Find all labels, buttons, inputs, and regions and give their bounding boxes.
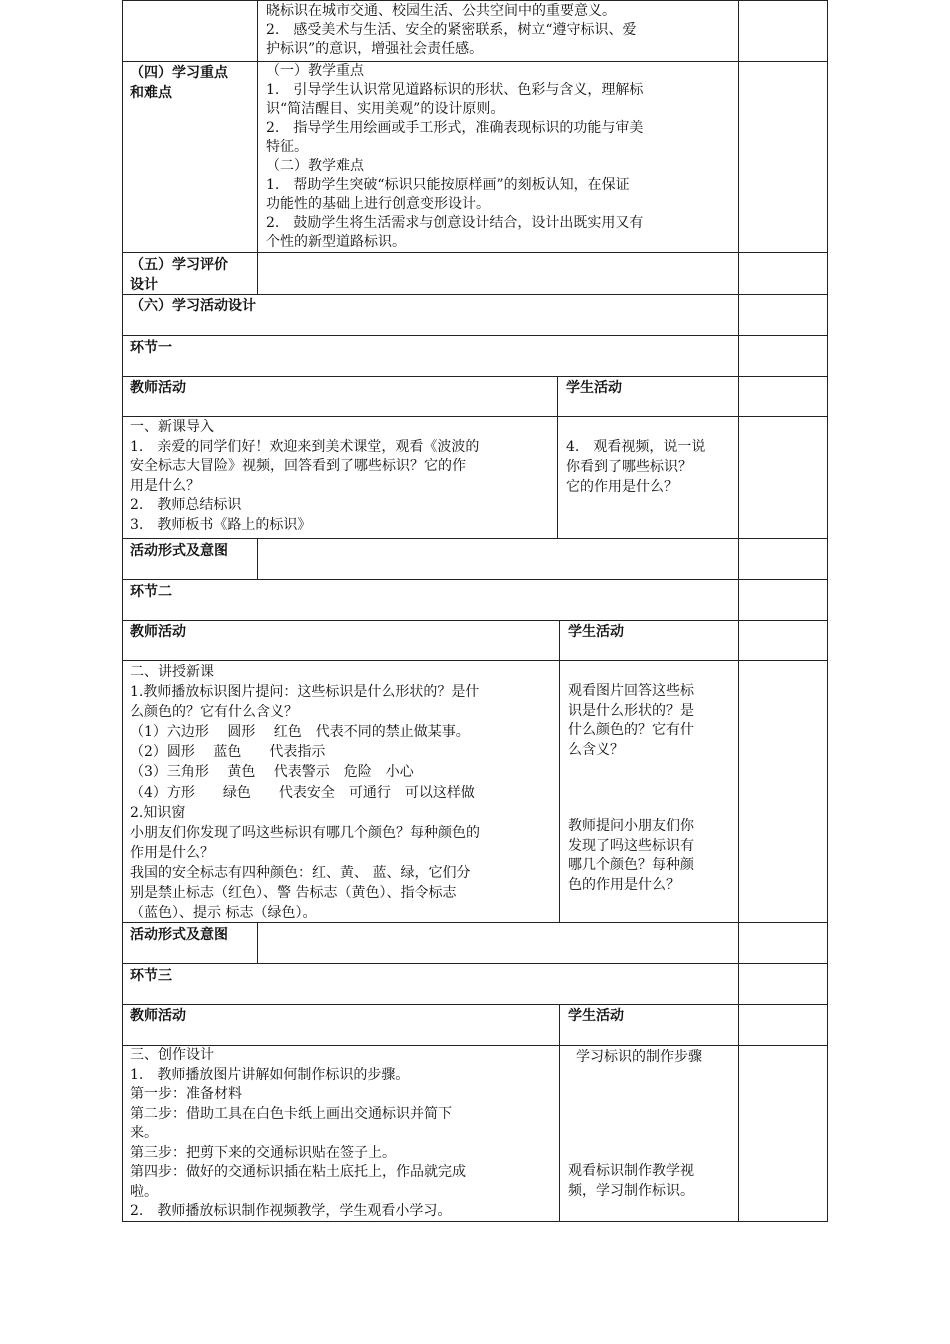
teacher-line: 小朋友们你发现了吗这些标识有哪几个颜色？每种颜色的 bbox=[130, 824, 480, 841]
teacher-line: 啦。 bbox=[130, 1183, 158, 1200]
student-line: 色的作用是什么？ bbox=[568, 876, 680, 893]
table-extra-column-line bbox=[738, 0, 739, 1222]
focus-content-cell bbox=[266, 62, 732, 252]
objective-line: 晓标识在城市交通、校园生活、公共空间中的重要意义。 bbox=[266, 3, 616, 19]
student-line: 观看标识制作教学视 bbox=[568, 1163, 694, 1179]
focus-line: 1. 引导学生认识常见道路标识的形状、色彩与含义，理解标 bbox=[266, 82, 644, 98]
row-line bbox=[122, 416, 828, 417]
teacher-activity-header: 教师活动 bbox=[130, 624, 186, 640]
teacher-line: 么颜色的？它有什么含义？ bbox=[130, 704, 298, 721]
teacher-line: （4）方形 绿色 代表安全 可通行 可以这样做 bbox=[130, 784, 475, 801]
row-line bbox=[122, 1004, 828, 1005]
teacher-line: 第三步：把剪下来的交通标识贴在签子上。 bbox=[130, 1144, 396, 1161]
student-line: 它的作用是什么？ bbox=[566, 479, 678, 495]
row-line bbox=[122, 963, 828, 964]
objective-line: 2. 感受美术与生活、安全的紧密联系，树立“遵守标识、爱 bbox=[266, 22, 637, 38]
teacher-line: （2）圆形 蓝色 代表指示 bbox=[130, 744, 326, 761]
label-column-line bbox=[257, 0, 258, 294]
student-activity-header: 学生活动 bbox=[566, 380, 622, 396]
teacher-line: 第二步：借助工具在白色卡纸上画出交通标识并简下 bbox=[130, 1105, 452, 1122]
teacher-line: 1. 教师播放图片讲解如何制作标识的步骤。 bbox=[130, 1066, 410, 1083]
section-three-student-cell-a: 学习标识的制作步骤 bbox=[576, 1049, 702, 1065]
focus-line: 2. 鼓励学生将生活需求与创意设计结合，设计出既实用又有 bbox=[266, 215, 644, 231]
student-line: 哪几个颜色？每种颜 bbox=[568, 857, 694, 873]
row-line bbox=[122, 376, 828, 377]
teacher-line: 三、创作设计 bbox=[130, 1047, 214, 1063]
table-right-border bbox=[827, 0, 828, 1222]
teacher-line: 用是什么？ bbox=[130, 477, 200, 494]
focus-line: （二）教学难点 bbox=[266, 158, 364, 174]
student-line: 识是什么形状的？是 bbox=[568, 702, 694, 719]
focus-label: （四）学习重点 和难点 bbox=[130, 65, 228, 101]
teacher-line: （3）三角形 黄色 代表警示 危险 小心 bbox=[130, 764, 414, 781]
teacher-line: （1）六边形 圆形 红色 代表不同的禁止做某事。 bbox=[130, 724, 470, 741]
teacher-line: 2. 教师播放标识制作视频教学，学生观看小学习。 bbox=[130, 1203, 452, 1219]
teacher-line: 2. 教师总结标识 bbox=[130, 497, 242, 513]
section-two-student-cell-b bbox=[568, 817, 736, 895]
student-line: 么含义？ bbox=[568, 741, 624, 758]
teacher-line: 3. 教师板书《路上的标识》 bbox=[130, 516, 312, 533]
focus-line: 功能性的基础上进行创意变形设计。 bbox=[266, 196, 490, 212]
focus-line: 2. 指导学生用绘画或手工形式，准确表现标识的功能与审美 bbox=[266, 120, 644, 136]
student-activity-header: 学生活动 bbox=[568, 624, 624, 640]
teacher-line: 2.知识窗 bbox=[130, 804, 186, 821]
section-three-student-cell-b bbox=[568, 1162, 736, 1201]
row-line bbox=[122, 335, 828, 336]
teacher-line: 1.教师播放标识图片提问：这些标识是什么形状的？是什 bbox=[130, 684, 480, 701]
section-two-student-cell-a bbox=[568, 682, 736, 760]
focus-line: 识“简洁醒目、实用美观”的设计原则。 bbox=[266, 101, 505, 117]
teacher-line: 第四步：做好的交通标识插在粘土底托上，作品就完成 bbox=[130, 1164, 466, 1180]
student-column-line bbox=[559, 620, 560, 922]
section-two-teacher-cell bbox=[130, 662, 552, 923]
objectives-continued-cell bbox=[266, 2, 732, 59]
section-one-title: 环节一 bbox=[130, 340, 172, 356]
student-line: 你看到了哪些标识？ bbox=[566, 459, 692, 475]
student-line: 4. 观看视频，说一说 bbox=[566, 439, 706, 455]
section-one-student-cell bbox=[566, 437, 736, 497]
student-line: 观看图片回答这些标 bbox=[568, 683, 694, 699]
teacher-line: 二、讲授新课 bbox=[130, 664, 214, 680]
section-two-title: 环节二 bbox=[130, 584, 172, 600]
activity-form-label: 活动形式及意图 bbox=[130, 543, 228, 559]
focus-line: （一）教学重点 bbox=[266, 63, 364, 79]
row-line bbox=[122, 579, 828, 580]
activity-design-label: （六）学习活动设计 bbox=[130, 298, 256, 314]
row-line bbox=[122, 620, 828, 621]
student-column-line bbox=[559, 1004, 560, 1222]
teacher-line: 作用是什么？ bbox=[130, 844, 214, 861]
evaluation-label: （五）学习评价 设计 bbox=[130, 257, 228, 293]
teacher-line: 安全标志大冒险》视频，回答看到了哪些标识？它的作 bbox=[130, 458, 466, 474]
section-three-title: 环节三 bbox=[130, 968, 172, 984]
teacher-activity-header: 教师活动 bbox=[130, 1008, 186, 1024]
student-activity-header: 学生活动 bbox=[568, 1008, 624, 1024]
teacher-line: 1. 亲爱的同学们好！欢迎来到美术课堂，观看《波波的 bbox=[130, 438, 480, 455]
teacher-line: （蓝色）、提示 标志（绿色）。 bbox=[130, 905, 317, 922]
activity-form-label: 活动形式及意图 bbox=[130, 927, 228, 943]
row-line bbox=[122, 252, 828, 253]
teacher-line: 我国的安全标志有四种颜色：红、黄、 蓝、绿，它们分 bbox=[130, 864, 471, 881]
section-three-teacher-cell bbox=[130, 1046, 552, 1222]
student-column-line bbox=[557, 376, 558, 538]
teacher-line: 第一步：准备材料 bbox=[130, 1086, 242, 1102]
row-line bbox=[122, 660, 828, 661]
teacher-line: 别是禁止标志（红色）、警 告标志（黄色）、指令标志 bbox=[130, 885, 457, 902]
focus-line: 特征。 bbox=[266, 139, 308, 155]
label-column-line bbox=[257, 922, 258, 963]
student-line: 发现了吗这些标识有 bbox=[568, 837, 694, 854]
objective-line: 护标识”的意识，增强社会责任感。 bbox=[266, 41, 484, 57]
table-left-border bbox=[122, 0, 123, 1222]
label-column-line bbox=[257, 538, 258, 579]
focus-line: 个性的新型道路标识。 bbox=[266, 234, 406, 250]
row-line bbox=[122, 538, 828, 539]
teacher-line: 来。 bbox=[130, 1125, 158, 1141]
student-line: 频，学习制作标识。 bbox=[568, 1182, 694, 1199]
section-one-teacher-cell bbox=[130, 418, 550, 535]
row-line bbox=[122, 0, 828, 1]
focus-line: 1. 帮助学生突破“标识只能按原样画”的刻板认知，在保证 bbox=[266, 177, 630, 193]
student-line: 教师提问小朋友们你 bbox=[568, 818, 694, 834]
student-line: 什么颜色的？它有什 bbox=[568, 722, 694, 738]
teacher-line: 一、新课导入 bbox=[130, 419, 214, 435]
teacher-activity-header: 教师活动 bbox=[130, 380, 186, 396]
